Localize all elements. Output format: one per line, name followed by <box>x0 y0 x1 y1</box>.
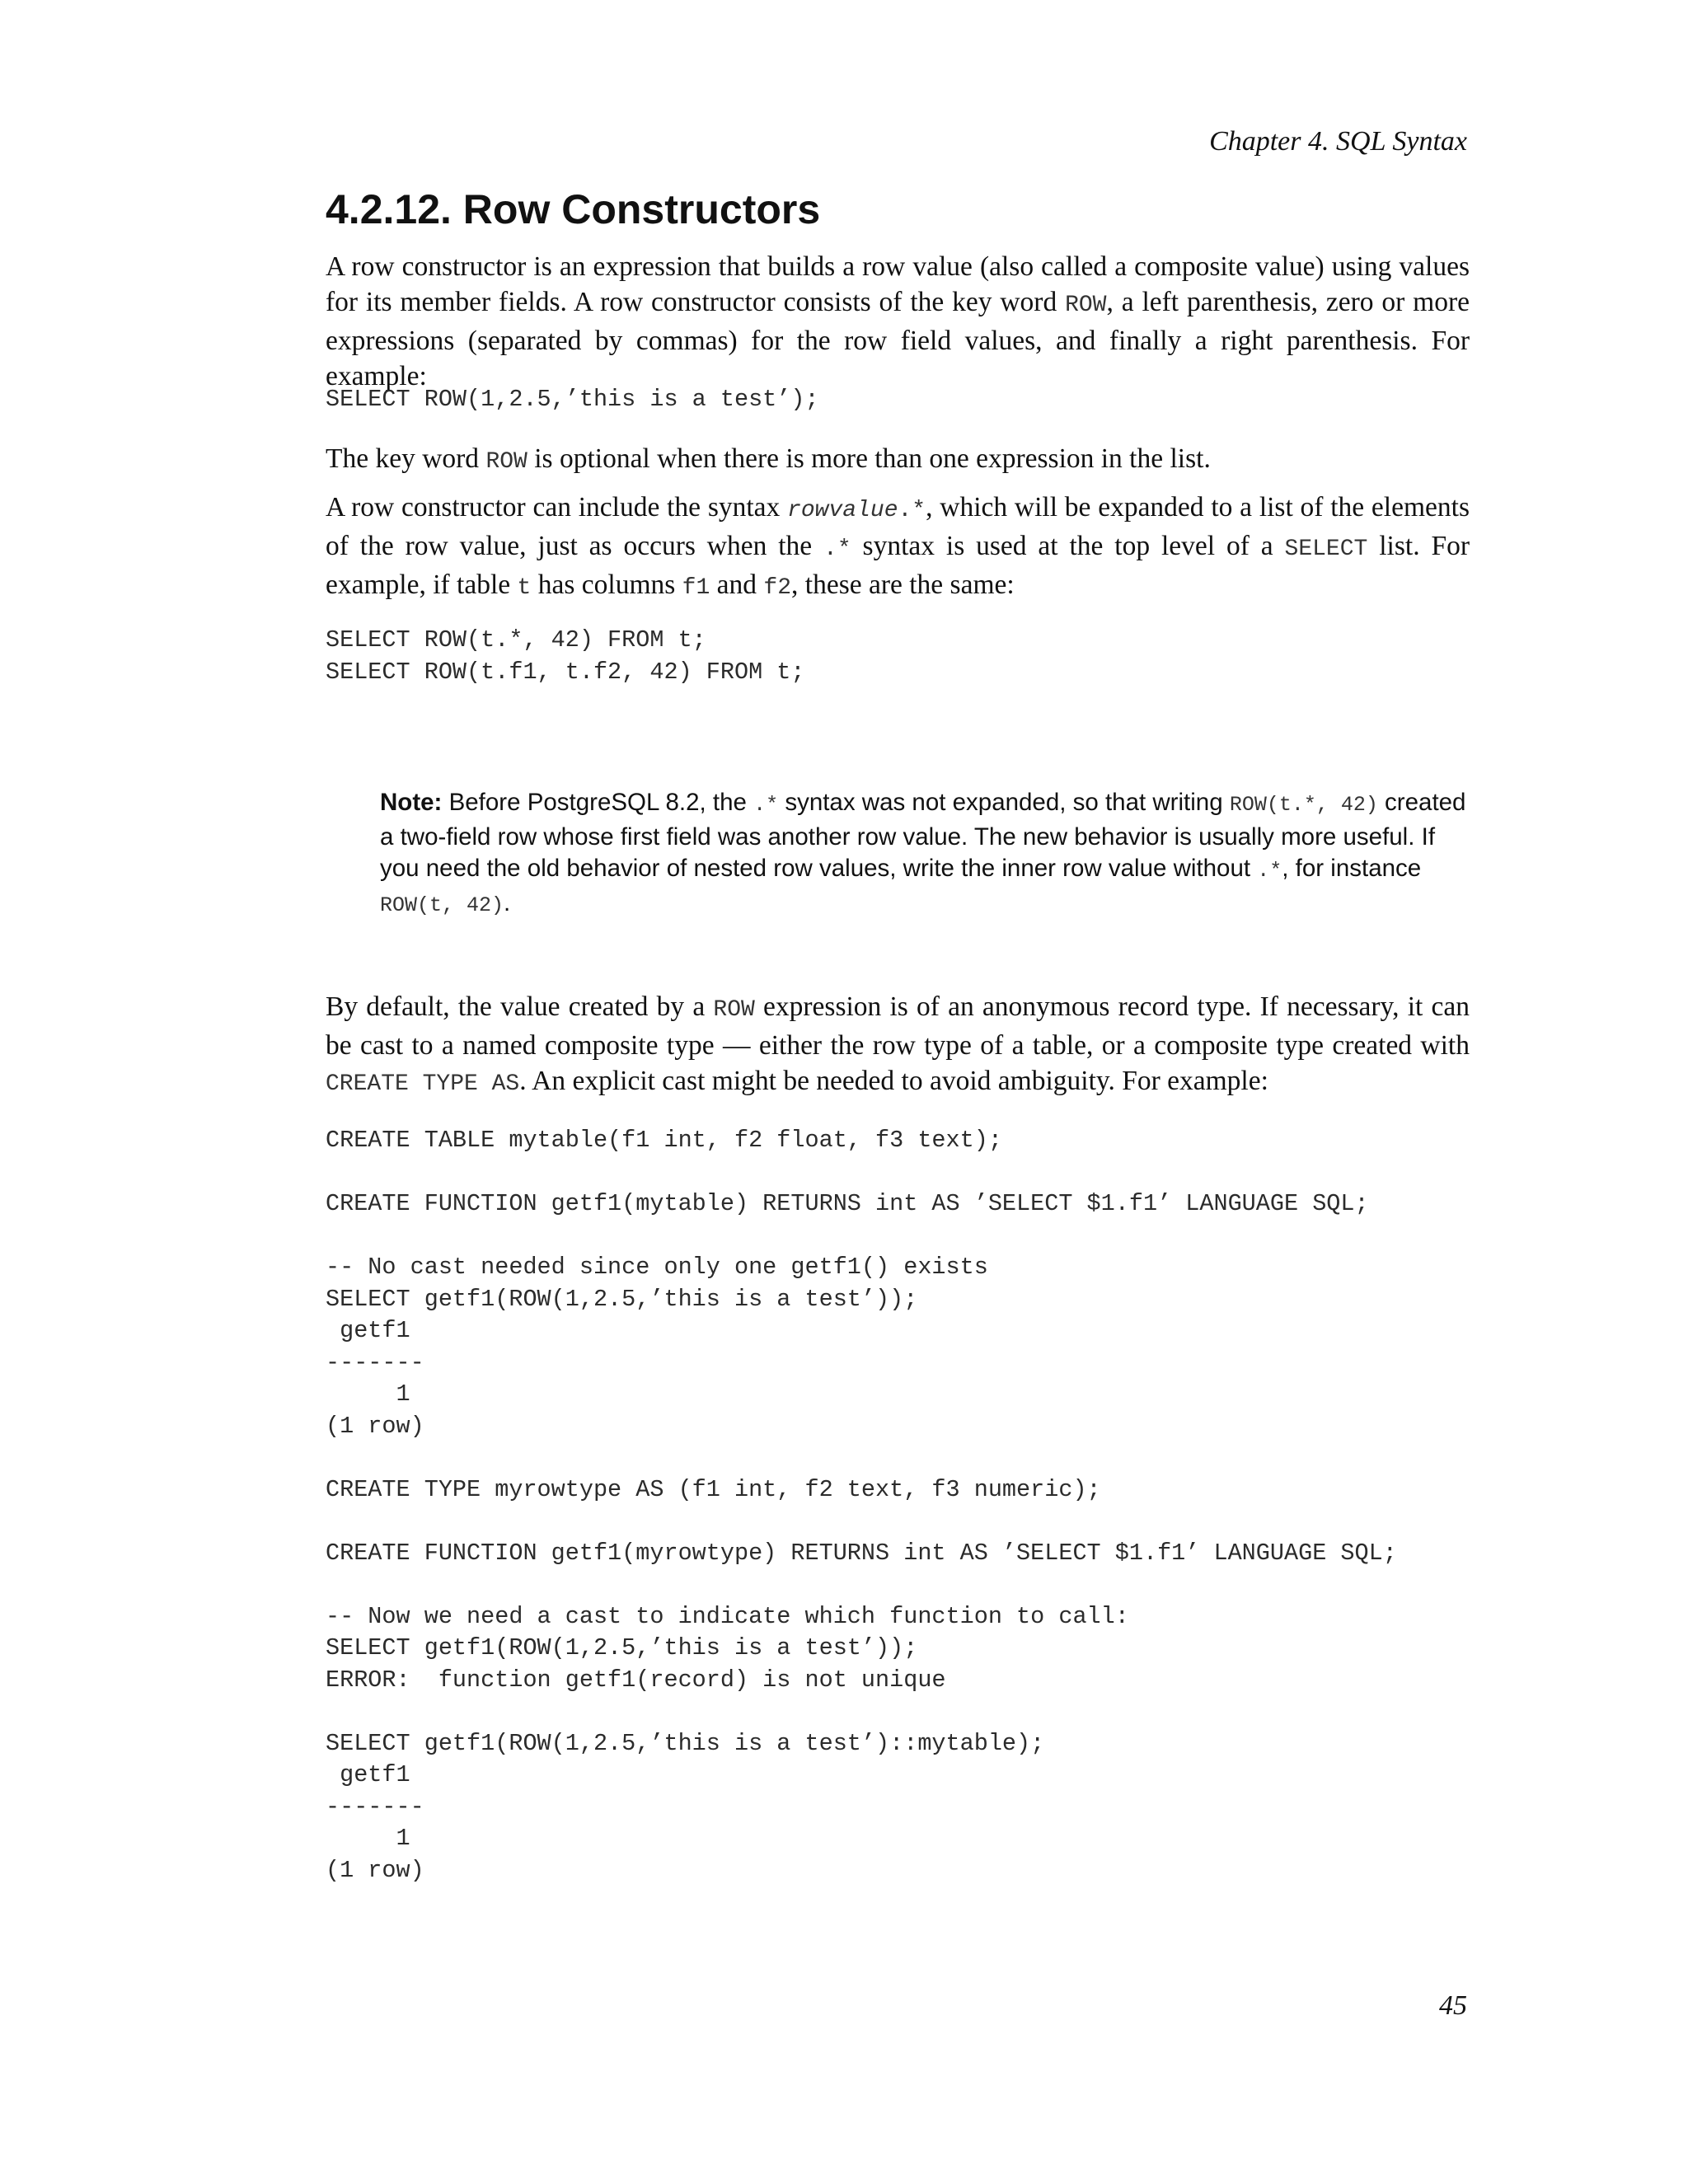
inline-code: f1 <box>682 575 710 601</box>
note-box <box>380 787 1468 921</box>
paragraph-rowvalue-expansion <box>326 490 1470 606</box>
inline-code: ROW <box>1065 293 1107 318</box>
page-number: 45 <box>1439 1990 1467 2021</box>
code-example-1: SELECT ROW(1,2.5,’this is a test’); <box>326 386 819 413</box>
text-run: and <box>710 569 764 600</box>
inline-code: CREATE TYPE AS <box>326 1071 520 1097</box>
text-run: A row constructor is an expression that builds a row value (also called a composite value) using values for its member fields. A row constructor consists of the key word <box>326 251 1470 317</box>
inline-code: SELECT <box>1284 537 1368 562</box>
text-run: , a left parenthesis, zero or more expressions (separated by commas) for the row field values, and finally a right parenthesis. For example: <box>326 287 1470 391</box>
emphasis-rowvalue: rowvalue <box>787 498 898 523</box>
text-run: , for instance <box>1282 855 1422 882</box>
text-run: Before PostgreSQL 8.2, the <box>442 789 754 816</box>
text-run: , which will be expanded to a list of the elements of the row value, just as occurs when the <box>326 492 1470 561</box>
inline-code: ROW <box>485 449 528 475</box>
text-run: list. For example, if table <box>326 531 1470 600</box>
inline-code: ROW(t.*, 42) <box>1229 793 1378 817</box>
text-run: syntax is used at the top level of a <box>851 531 1285 561</box>
text-run: expression is of an anonymous record type. If necessary, it can be cast to a named composite type — either the row type of a table, or a composite type created with <box>326 991 1470 1061</box>
paragraph-optional-row <box>326 441 1470 480</box>
text-run: syntax was not expanded, so that writing <box>778 789 1230 816</box>
text-run: created a two-field row whose first field was another row value. The new behavior is usually more useful. If you need the old behavior of nested row values, write the inner row value without <box>380 789 1466 882</box>
text-run: . <box>504 888 511 916</box>
paragraph-intro <box>326 249 1470 394</box>
text-run: The key word <box>326 443 486 474</box>
text-run: . An explicit cast might be needed to avoid ambiguity. For example: <box>519 1066 1268 1096</box>
inline-code: f2 <box>763 575 792 601</box>
inline-code: ROW <box>713 997 755 1023</box>
inline-code: .* <box>823 537 851 562</box>
inline-code: .* <box>898 498 926 523</box>
code-example-2: SELECT ROW(t.*, 42) FROM t; SELECT ROW(t.f1, t.f2, 42) FROM t; <box>326 626 805 686</box>
text-run: , these are the same: <box>791 569 1015 600</box>
text-run: is optional when there is more than one expression in the list. <box>527 443 1211 474</box>
section-title: 4.2.12. Row Constructors <box>326 186 821 232</box>
text-run: By default, the value created by a <box>326 991 714 1022</box>
text-run: has columns <box>531 569 682 600</box>
inline-code: .* <box>1257 859 1282 883</box>
chapter-header: Chapter 4. SQL Syntax <box>1209 126 1467 157</box>
code-example-3: CREATE TABLE mytable(f1 int, f2 float, f3 text); CREATE FUNCTION getf1(mytable) RETURNS int AS ’SELECT $1.f1’ LANGUAGE SQL; -- No cast needed since only one getf1() exists SELECT getf1(ROW(1,2.5,’this is a test’)); getf1 ------- 1 (1 row) CREATE TYPE myrowtype AS (f1 int, f2 text, f3 numeric); CREATE FUNCTION getf1(myrowtype) RETURNS int AS ’SELECT $1.f1’ LANGUAGE SQL; -- Now we need a cast to indicate which function to call: SELECT getf1(ROW(1,2.5,’this is a test’)); ERROR: function getf1(record) is not unique SELECT getf1(ROW(1,2.5,’this is a test’)::mytable); getf1 ------- 1 (1 row) <box>326 1127 1397 1884</box>
inline-code: t <box>517 575 532 601</box>
paragraph-anonymous-record <box>326 989 1470 1102</box>
inline-code: .* <box>753 793 779 817</box>
inline-code: ROW(t, 42) <box>380 893 504 917</box>
note-label: Note: <box>380 789 443 816</box>
text-run: A row constructor can include the syntax <box>326 492 788 523</box>
